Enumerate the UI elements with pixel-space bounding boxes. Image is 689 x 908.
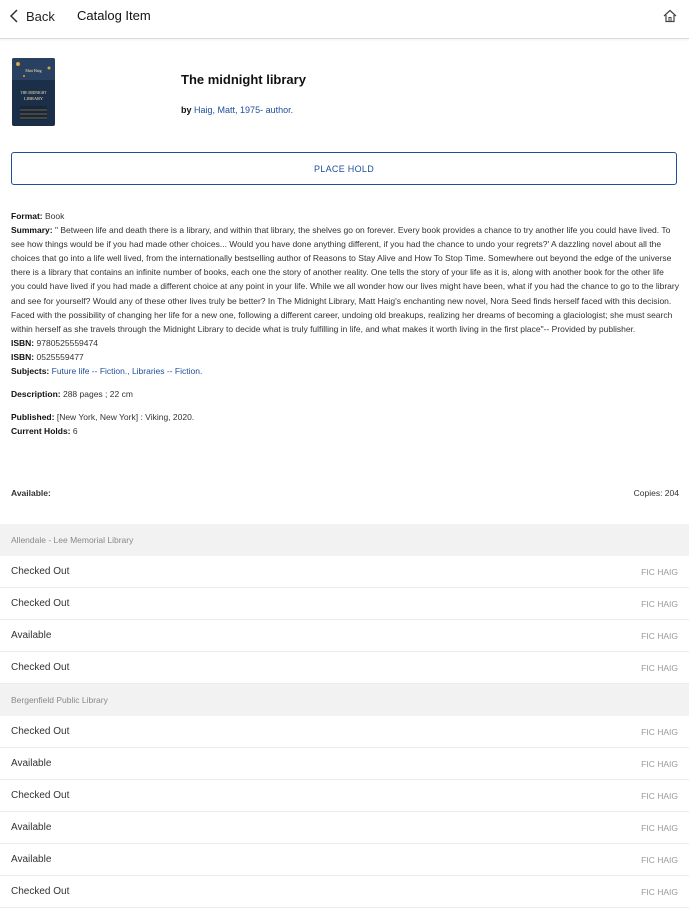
chevron-left-icon	[8, 8, 20, 24]
holding-row[interactable]	[0, 748, 689, 780]
subjects-label: Subjects:	[11, 366, 50, 377]
summary-value: " Between life and death there is a library, and within that library, the shelves go on forever. Every book provides a chance to try another life you could have lived. To see how things would be if you had made other choices... Would you have done anything different, if you had the chance to undo your regrets?' A dazzling novel about all the choices that go into a life well lived, from the internationally bestselling author of Reasons to Stay Alive and How To Stop Time. Somewhere out beyond the edge of the universe there is a library that contains an infinite number of books, each one the story of another reality. One tells the story of your life as it is, along with another book for the other life you could have lived if you had made a different choice at any point in your life. While we all wonder how our lives might have been, what if you had the chance to go to the library and see for yourself? Would any of these other lives truly be better? In The Midnight Library, Matt Haig's enchanting new novel, Nora Seed finds herself faced with this decision. Faced with the possibility of changing her life for a new one, following a different career, undoing old breakups, realizing her dreams of becoming a glaciologist; she must search within herself as she travels through the Midnight Library to decide what is truly fulfilling in life, and what makes it worth living in the first place"-- Provided by publisher.	[11, 225, 679, 334]
back-button[interactable]	[8, 6, 55, 26]
isbn-label: ISBN:	[11, 337, 35, 348]
library-header: Bergenfield Public Library	[0, 684, 689, 716]
place-hold-button[interactable]: PLACE HOLD	[11, 152, 677, 185]
call-number: FIC HAIG	[641, 822, 678, 833]
holdings-list	[0, 524, 689, 908]
published-label: Published:	[11, 412, 55, 423]
item-details	[11, 209, 679, 438]
holding-row[interactable]	[0, 844, 689, 876]
subjects-line	[11, 364, 679, 378]
home-icon[interactable]	[662, 8, 678, 24]
holding-status: Available	[11, 854, 52, 865]
call-number: FIC HAIG	[641, 726, 678, 737]
summary-label: Summary:	[11, 225, 53, 236]
holding-status: Checked Out	[11, 790, 70, 801]
call-number: FIC HAIG	[641, 758, 678, 769]
call-number: FIC HAIG	[641, 790, 678, 801]
summary-line	[11, 223, 679, 336]
holding-row[interactable]	[0, 588, 689, 620]
holding-row[interactable]	[0, 812, 689, 844]
author-link[interactable]: Haig, Matt, 1975- author.	[194, 105, 294, 115]
isbn-line-1	[11, 336, 679, 350]
holding-row[interactable]	[0, 780, 689, 812]
published-value: [New York, New York] : Viking, 2020.	[56, 412, 195, 423]
published-line	[11, 410, 679, 424]
holds-line	[11, 424, 679, 438]
isbn-value: 9780525559474	[36, 337, 98, 348]
holding-status: Checked Out	[11, 598, 70, 609]
book-byline	[181, 105, 293, 115]
isbn-value: 0525559477	[36, 351, 84, 362]
cover-title-line1: THE MIDNIGHT	[20, 91, 47, 95]
subjects-link[interactable]: Future life -- Fiction., Libraries -- Fiction.	[51, 366, 203, 377]
holding-status: Available	[11, 630, 52, 641]
call-number: FIC HAIG	[641, 886, 678, 897]
call-number: FIC HAIG	[641, 598, 678, 609]
holding-status: Checked Out	[11, 726, 70, 737]
cover-author-text: Matt Haig	[25, 68, 42, 73]
library-header: Allendale - Lee Memorial Library	[0, 524, 689, 556]
available-label: Available:	[11, 488, 51, 498]
description-line	[11, 387, 679, 401]
holding-status: Available	[11, 758, 52, 769]
holds-value: 6	[72, 426, 78, 437]
format-line	[11, 209, 679, 223]
call-number: FIC HAIG	[641, 630, 678, 641]
cover-title-line2: LIBRARY	[23, 96, 44, 101]
holding-status: Checked Out	[11, 662, 70, 673]
availability-summary	[11, 488, 679, 498]
app-header	[0, 0, 689, 39]
call-number: FIC HAIG	[641, 662, 678, 673]
holding-row[interactable]	[0, 556, 689, 588]
description-value: 288 pages ; 22 cm	[62, 389, 133, 400]
call-number: FIC HAIG	[641, 854, 678, 865]
holding-status: Checked Out	[11, 886, 70, 897]
copies-count: Copies: 204	[633, 488, 679, 498]
holding-status: Checked Out	[11, 566, 70, 577]
holding-status: Available	[11, 822, 52, 833]
holding-row[interactable]	[0, 716, 689, 748]
book-title: The midnight library	[181, 72, 306, 87]
holds-label: Current Holds:	[11, 426, 71, 437]
isbn-label: ISBN:	[11, 351, 35, 362]
isbn-line-2	[11, 350, 679, 364]
holding-row[interactable]	[0, 876, 689, 908]
page-title: Catalog Item	[77, 8, 151, 23]
byline-prefix: by	[181, 105, 192, 115]
back-label: Back	[26, 8, 55, 24]
format-value: Book	[45, 211, 65, 221]
description-label: Description:	[11, 389, 61, 400]
format-label: Format:	[11, 211, 43, 221]
call-number: FIC HAIG	[641, 566, 678, 577]
holding-row[interactable]	[0, 620, 689, 652]
book-cover-image	[12, 58, 55, 126]
holding-row[interactable]	[0, 652, 689, 684]
